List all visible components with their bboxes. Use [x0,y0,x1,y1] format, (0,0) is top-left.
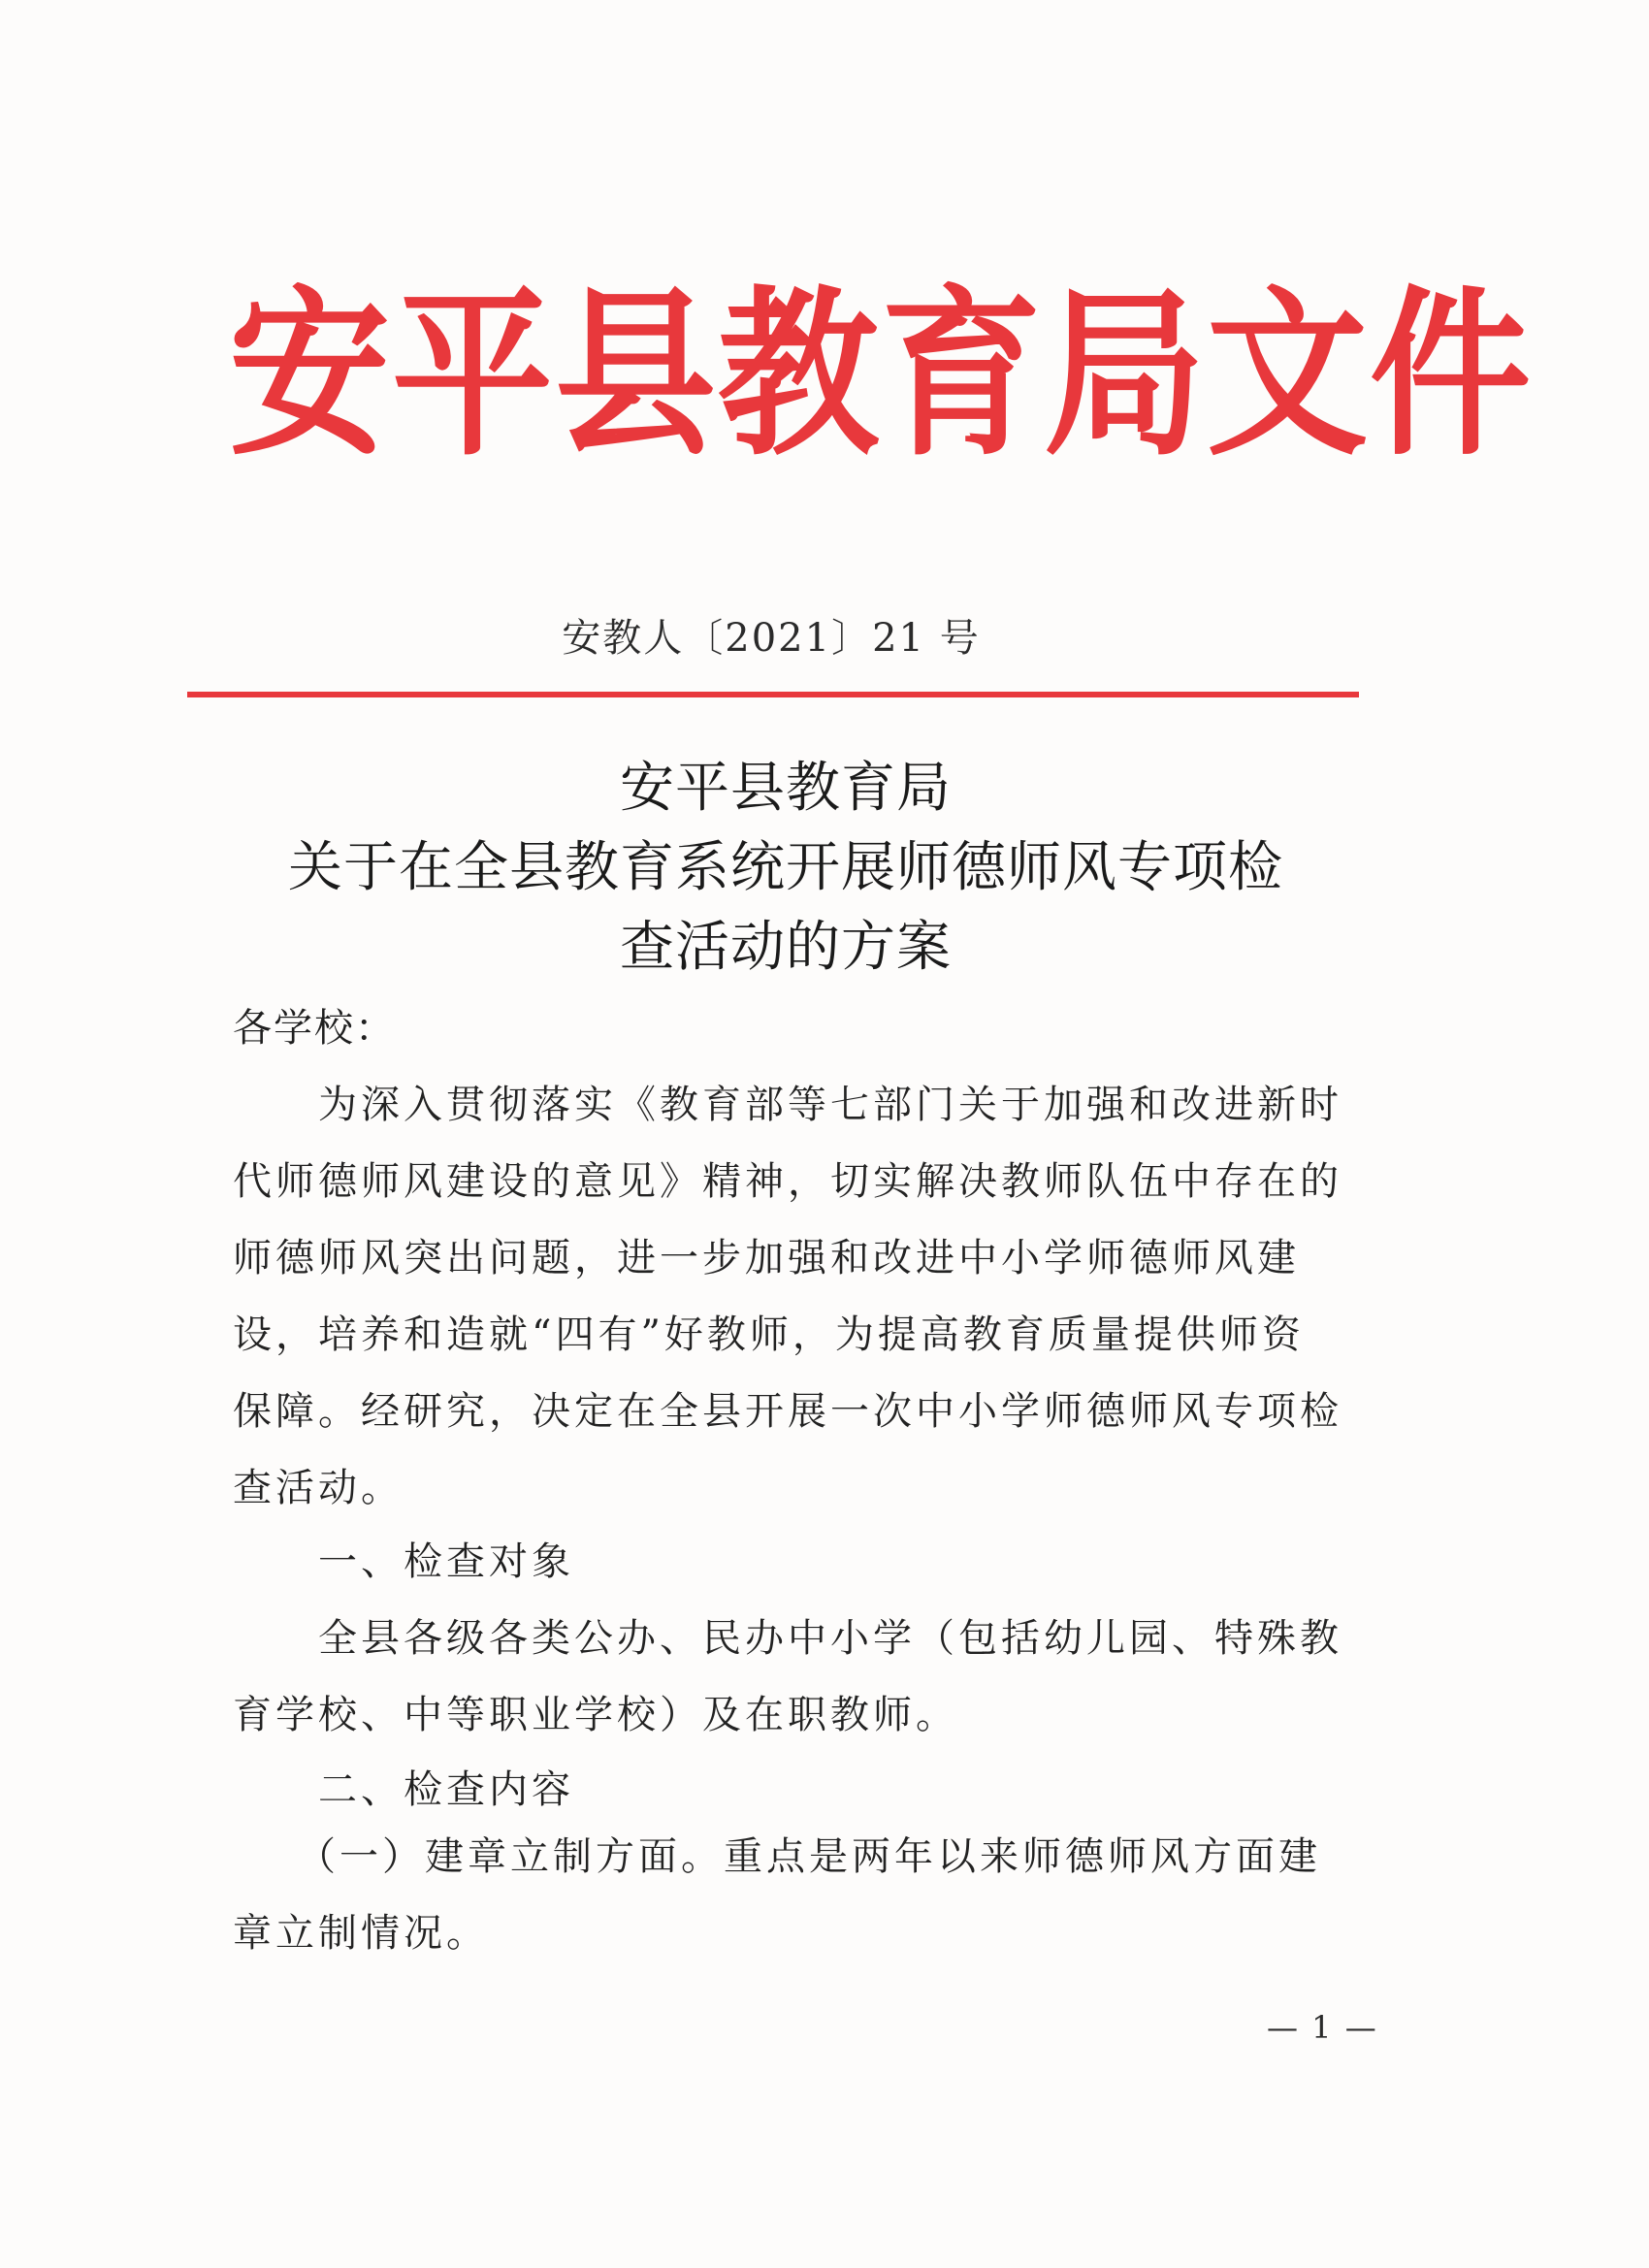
section-heading-2: 二、检查内容 [318,1767,574,1812]
title-line-3: 查活动的方案 [620,916,952,979]
document-number: 安教人〔2021〕21 号 [562,616,981,661]
title-line-1: 安平县教育局 [620,757,952,820]
section2-line-1: （一）建章立制方面。重点是两年以来师德师风方面建 [297,1834,1321,1879]
document-header-title: 安平县教育局文件 [229,271,1533,481]
intro-line-4: 设，培养和造就“四有”好教师，为提高教育质量提供师资 [233,1312,1305,1357]
section2-paragraph [233,1819,1358,1972]
page-number: — 1 — [1267,2009,1378,2046]
intro-line-1: 为深入贯彻落实《教育部等七部门关于加强和改进新时 [318,1083,1342,1127]
section2-line-2: 章立制情况。 [233,1911,489,1956]
document-title [0,749,1571,988]
title-line-2: 关于在全县教育系统开展师德师风专项检 [288,836,1283,899]
intro-paragraph [233,1067,1358,1527]
section-heading-1: 一、检查对象 [318,1539,574,1584]
header-divider [187,692,1359,697]
section1-paragraph [233,1601,1358,1754]
intro-line-5: 保障。经研究，决定在全县开展一次中小学师德师风专项检 [233,1389,1342,1434]
intro-line-3: 师德师风突出问题，进一步加强和改进中小学师德师风建 [233,1236,1300,1280]
intro-line-6: 查活动。 [233,1466,404,1510]
salutation: 各学校： [233,1006,396,1051]
intro-line-2: 代师德师风建设的意见》精神，切实解决教师队伍中存在的 [233,1159,1342,1204]
section1-line-2: 育学校、中等职业学校）及在职教师。 [233,1693,958,1737]
section1-line-1: 全县各级各类公办、民办中小学（包括幼儿园、特殊教 [318,1616,1342,1661]
